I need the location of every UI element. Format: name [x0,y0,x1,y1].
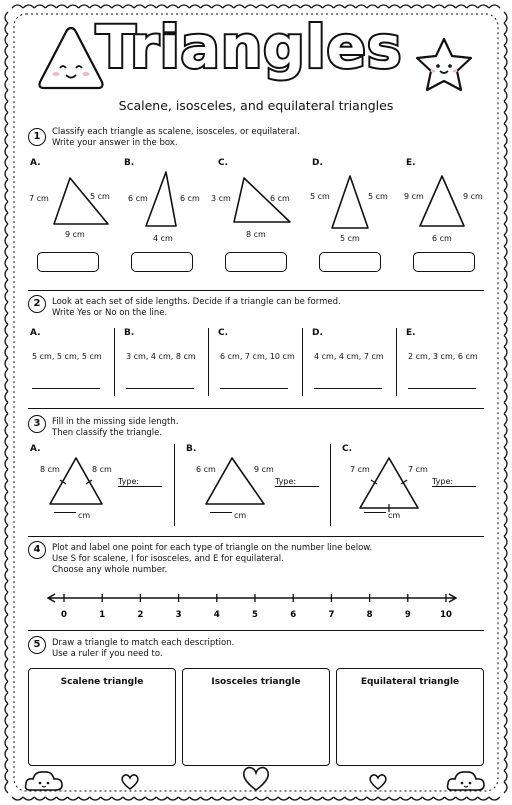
type-answer-line[interactable] [432,486,476,487]
instruction-line: Use a ruler if you need to. [52,649,163,659]
triangle-figure [144,170,180,228]
answer-line[interactable] [314,388,382,389]
page-subtitle: Scalene, isosceles, and equilateral triangles [118,98,394,113]
question-5-number: 5 [28,636,46,654]
triangle-figure [330,174,370,230]
side-lengths-text: 5 cm, 5 cm, 5 cm [32,352,102,361]
answer-line[interactable] [408,388,476,389]
drawing-box-isosceles[interactable] [182,668,330,766]
unit-label: cm [78,511,91,520]
cloud-icon [24,768,64,794]
answer-box[interactable] [225,252,287,272]
triangle-figure [52,176,110,226]
triangle-figure [204,456,266,506]
instruction-line: Look at each set of side lengths. Decide if a triangle can be formed. [52,297,341,307]
side-length-label: 8 cm [40,465,60,474]
answer-box[interactable] [413,252,475,272]
number-line-tick-label: 10 [440,610,452,620]
column-divider [330,444,331,526]
unit-label: cm [388,511,401,520]
side-length-label: 9 cm [254,465,274,474]
question-5-instruction [52,638,234,660]
answer-line[interactable] [126,388,194,389]
cloud-icon [446,768,486,794]
instruction-line: Write your answer in the box. [52,138,178,148]
answer-box[interactable] [319,252,381,272]
question-2-number: 2 [28,295,46,313]
item-letter: B. [186,444,197,454]
missing-length-line[interactable] [54,512,76,513]
item-letter: C. [342,444,353,454]
item-letter: B. [124,328,135,338]
question-4-instruction [52,543,372,576]
item-letter: B. [124,158,135,168]
side-length-label: 7 cm [29,194,49,203]
drawing-box-equilateral[interactable] [336,668,484,766]
column-divider [114,328,115,396]
section-divider [28,408,484,409]
column-divider [396,328,397,396]
item-letter: C. [218,328,229,338]
number-line-tick-label: 0 [61,610,67,620]
side-length-label: 4 cm [153,234,173,243]
instruction-line: Then classify the triangle. [52,428,163,438]
number-line-tick-label: 7 [328,610,335,620]
type-label: Type: [275,477,297,486]
side-length-label: 9 cm [463,192,483,201]
side-length-label: 5 cm [368,192,388,201]
answer-line[interactable] [220,388,288,389]
answer-line[interactable] [32,388,100,389]
heart-icon [120,773,140,791]
side-length-label: 9 cm [404,192,424,201]
question-3-instruction [52,417,178,439]
star-mascot-icon [414,36,474,96]
number-line-tick-label: 1 [99,610,106,620]
side-length-label: 5 cm [90,192,110,201]
side-lengths-text: 4 cm, 4 cm, 7 cm [314,352,384,361]
item-letter: E. [406,158,416,168]
drawing-box-label: Scalene triangle [60,677,144,687]
missing-length-line[interactable] [210,512,232,513]
number-line-tick-label: 5 [252,610,258,620]
instruction-line: Choose any whole number. [52,565,168,575]
side-length-label: 5 cm [310,192,330,201]
question-3-number: 3 [28,415,46,433]
number-line-tick-label: 6 [290,610,297,620]
item-letter: D. [312,158,323,168]
drawing-box-scalene[interactable] [28,668,176,766]
number-line[interactable] [44,590,464,620]
drawing-box-label: Isosceles triangle [211,677,301,687]
unit-label: cm [234,511,247,520]
answer-box[interactable] [37,252,99,272]
instruction-line: Plot and label one point for each type of triangle on the number line below. [52,543,373,553]
instruction-line: Fill in the missing side length. [52,417,179,427]
answer-box[interactable] [131,252,193,272]
item-letter: C. [218,158,229,168]
instruction-line: Draw a triangle to match each description. [52,638,235,648]
side-length-label: 8 cm [92,465,112,474]
triangle-figure [418,174,466,228]
drawing-box-label: Equilateral triangle [360,677,460,687]
side-length-label: 6 cm [432,234,452,243]
side-length-label: 6 cm [270,194,290,203]
side-lengths-text: 3 cm, 4 cm, 8 cm [126,352,196,361]
side-length-label: 6 cm [128,194,148,203]
item-letter: A. [30,328,41,338]
missing-length-line[interactable] [364,512,386,513]
item-letter: A. [30,158,41,168]
side-lengths-text: 2 cm, 3 cm, 6 cm [408,352,478,361]
page-title: Triangles [96,13,403,81]
number-line-tick-label: 8 [366,610,373,620]
section-divider [28,630,484,631]
column-divider [174,444,175,526]
heart-icon [368,773,388,791]
type-answer-line[interactable] [118,486,162,487]
side-length-label: 9 cm [65,230,85,239]
instruction-line: Use S for scalene, I for isosceles, and E for equilateral. [52,554,284,564]
section-divider [28,536,484,537]
item-letter: A. [30,444,41,454]
side-length-label: 3 cm [211,194,231,203]
number-line-tick-label: 3 [175,610,182,620]
item-letter: E. [406,328,416,338]
number-line-tick-label: 4 [213,610,220,620]
type-answer-line[interactable] [275,486,319,487]
question-1-number: 1 [28,128,46,146]
number-line-tick-label: 2 [137,610,144,620]
side-length-label: 8 cm [246,230,266,239]
question-4-number: 4 [28,541,46,559]
instruction-line: Classify each triangle as scalene, isosceles, or equilateral. [52,127,300,137]
side-length-label: 6 cm [196,465,216,474]
section-divider [28,290,484,291]
side-length-label: 7 cm [408,465,428,474]
triangle-figure [48,456,104,506]
heart-icon [241,765,271,793]
column-divider [302,328,303,396]
side-length-label: 6 cm [180,194,200,203]
type-label: Type: [432,477,454,486]
number-line-tick-label: 9 [404,610,411,620]
instruction-line: Write Yes or No on the line. [52,308,168,318]
question-2-instruction [52,297,341,319]
question-1-instruction [52,127,300,149]
side-length-label: 5 cm [340,234,360,243]
type-label: Type: [118,477,140,486]
side-lengths-text: 6 cm, 7 cm, 10 cm [220,352,295,361]
item-letter: D. [312,328,323,338]
side-length-label: 7 cm [350,465,370,474]
column-divider [208,328,209,396]
